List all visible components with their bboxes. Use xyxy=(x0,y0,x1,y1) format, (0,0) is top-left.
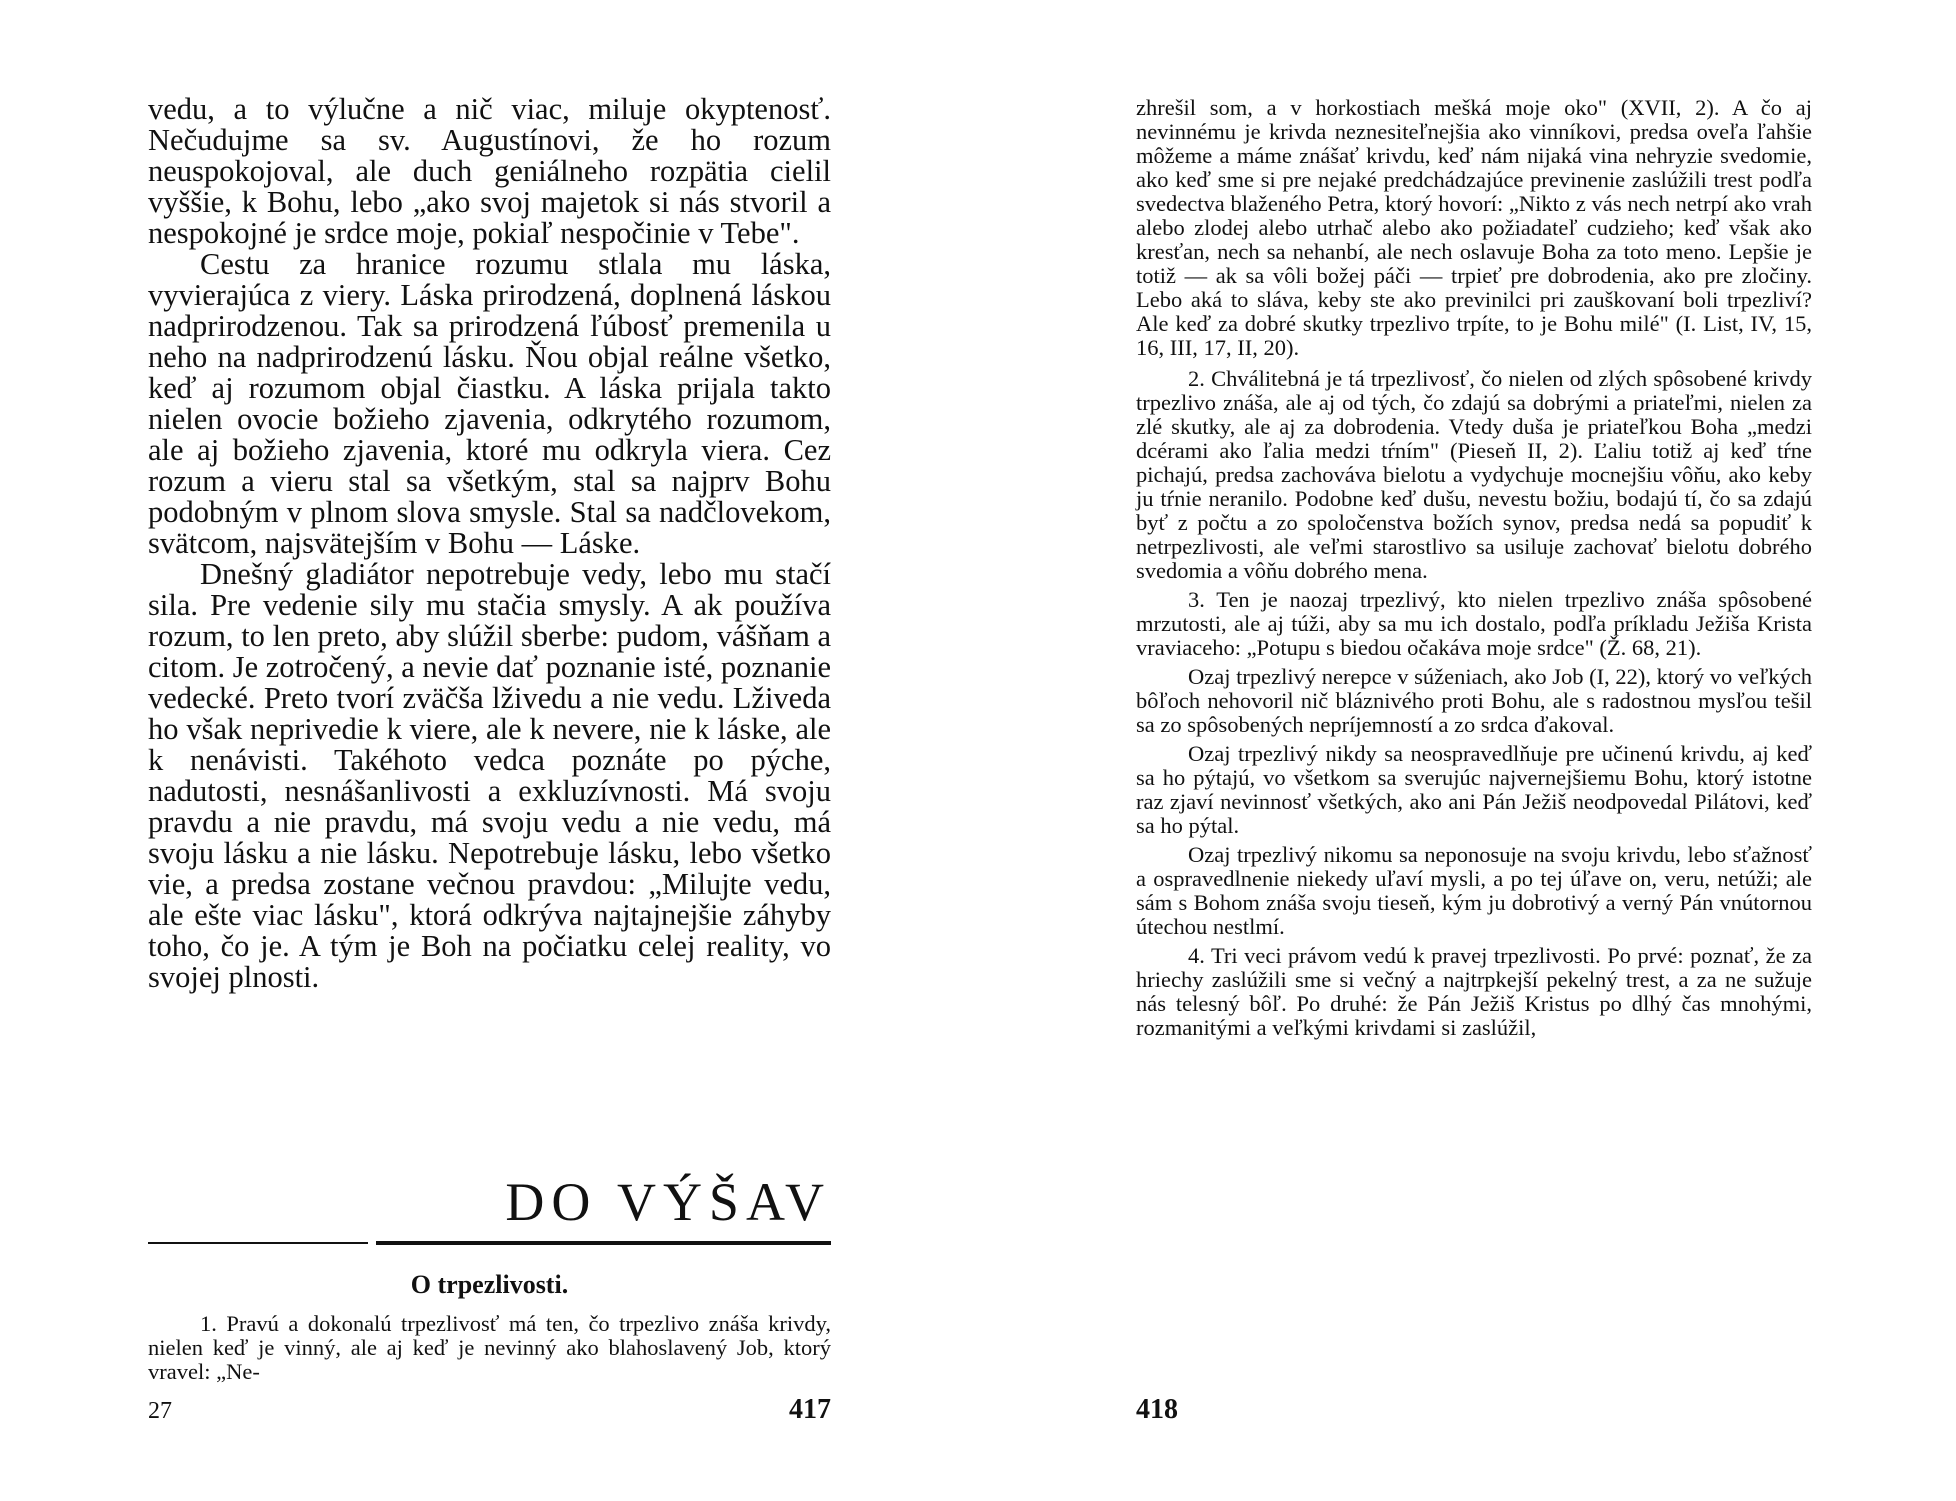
paragraph: 3. Ten je naozaj trpezlivý, kto nielen trpezlivo znáša spôsobené mrzutosti, ale aj túži, aby sa mu ich dostalo, podľa príkladu Ježiša Krista vraviaceho: „Potupu s biedou očakáva moje srdce" (Ž. 68, 21). xyxy=(1136,587,1812,660)
page-number-right: 418 xyxy=(1136,1394,1178,1425)
paragraph: 2. Chválitebná je tá trpezlivosť, čo nielen od zlých spôsobené krivdy trpezlivo znáša, ale aj od tých, čo zdajú sa dobrými a priateľmi, nielen za zlé skutky, ale aj za dobrodenia. Vtedy duša je priateľkou Boha „medzi dcérami ako ľalia medzi tŕním" (Pieseň II, 2). Ľaliu totiž aj keď tŕne pichajú, predsa zachováva bielotu a vydychuje mocnejšiu vôňu, ako keby ju tŕnie neranilo. Podobne keď dušu, nevestu božiu, bodajú tí, čo sa zdajú byť z počtu a zo spoločenstva božích synov, predsa nedá sa popudiť k netrpezlivosti, ale veľmi starostlivo sa usiluje zachovať bielotu dobrého svedomia a vôňu dobrého mena. xyxy=(1136,366,1812,583)
left-page xyxy=(148,0,831,1501)
subheading: O trpezlivosti. xyxy=(410,1270,569,1299)
paragraph: 1. Pravú a dokonalú trpezlivosť má ten, čo trpezlivo znáša krivdy, nielen keď je vinný, ale aj keď je nevinný ako blahoslavený Job, ktorý vravel: „Ne- xyxy=(148,1311,831,1384)
thick-rule xyxy=(376,1241,831,1245)
paragraph: vedu, a to výlučne a nič viac, miluje okyptenosť. Nečudujme sa sv. Augustínovi, že ho rozum neuspokojoval, ale duch geniálneho rozpätia cielil vyššie, k Bohu, lebo „ako svoj majetok si nás stvoril a nespokojné je srdce moje, pokiaľ nespočinie v Tebe". xyxy=(148,92,831,250)
right-body-text xyxy=(1136,96,1812,1045)
paragraph: zhrešil som, a v horkostiach mešká moje oko" (XVII, 2). A čo aj nevinnému je krivda neznesiteľnejšia ako vinníkovi, predsa oveľa ľahšie môžeme a máme znášať krivdu, keď nám nijaká vina nehryzie svedomie, ako keď sme si pre nejaké predchádzajúce previnenie zaslúžili trest podľa svedectva blaženého Petra, ktorý hovorí: „Nikto z vás nech netrpí ako vrah alebo zlodej alebo utrhač alebo ako požiadateľ cudzieho; keď však ako kresťan, nech sa nehanbí, ale nech oslavuje Boha za toto meno. Lepšie je totiž — ak sa vôli božej páči — trpieť pre dobrodenia, ako pre zločiny. Lebo aká to sláva, keby ste ako previnilci pri zauškovaní boli trpezliví? Ale keď za dobré skutky trpezlivo trpíte, to je Bohu milé" (I. List, IV, 15, 16, III, 17, II, 20). xyxy=(1136,95,1812,360)
thin-rule xyxy=(148,1242,368,1244)
paragraph: Dnešný gladiátor nepotrebuje vedy, lebo mu stačí sila. Pre vedenie sily mu stačia smysly. A ak používa rozum, to len preto, aby slúžil sberbe: pudom, vášňam a citom. Je zotročený, a nevie dať poznanie isté, poznanie vedecké. Preto tvorí zväčša lživedu a nie vedu. Lživeda ho však neprivedie k viere, ale k nevere, nie k láske, ale k nenávisti. Takéhoto vedca poznáte po pýche, nadutosti, nesnášanlivosti a exkluzívnosti. Má svoju pravdu a nie pravdu, má svoju vedu a nie vedu, má svoju lásku a nie lásku. Nepotrebuje lásku, lebo všetko vie, a predsa zostane večnou pravdou: „Milujte vedu, ale ešte viac lásku", ktorá odkrýva najtajnejšie záhyby toho, čo je. A tým je Boh na počiatku celej reality, vo svojej plnosti. xyxy=(148,557,831,994)
paragraph: Ozaj trpezlivý nikomu sa neponosuje na svoju krivdu, lebo sťažnosť a ospravedlnenie niekedy uľaví mysli, a po tej úľave on, veru, netúži; ale sám s Bohom znáša svoju tieseň, kým ju dobrotivý a verný Pán vnútornou útechou nestlmí. xyxy=(1136,842,1812,939)
section-heading-block xyxy=(148,1172,831,1384)
paragraph: Cestu za hranice rozumu stlala mu láska, vyvierajúca z viery. Láska prirodzená, doplnená láskou nadprirodzenou. Tak sa prirodzená ľúbosť premenila u neho na nadprirodzenú lásku. Ňou objal reálne všetko, keď aj rozumom objal čiastku. A láska prijala takto nielen ovocie božieho zjavenia, odkrytého rozumom, ale aj božieho zjavenia, ktoré mu odkryla viera. Cez rozum a vieru stal sa všetkým, stal sa najprv Bohu podobným v plnom slova smysle. Stal sa nadčlovekom, svätcom, najsvätejším v Bohu — Láske. xyxy=(148,247,831,560)
paragraph: 4. Tri veci právom vedú k pravej trpezlivosti. Po prvé: poznať, že za hriechy zaslúžili sme si večný a najtrpkejší pekelný trest, a za ne sužuje nás telesný bôľ. Po druhé: že Pán Ježiš Kristus po dlhý čas mnohými, rozmanitými a veľkými krivdami si zaslúžil, xyxy=(1136,943,1812,1040)
folio-left: 27 xyxy=(148,1398,172,1424)
left-body-text xyxy=(148,94,831,993)
heading-rule xyxy=(148,1236,831,1252)
page-number-left: 417 xyxy=(789,1394,831,1425)
paragraph: Ozaj trpezlivý nerepce v súženiach, ako Job (I, 22), ktorý vo veľkých bôľoch nehovoril nič bláznivého proti Bohu, ale s radostnou mysľou tešil sa zo spôsobených nepríjemností a zo srdca ďakoval. xyxy=(1136,664,1812,737)
right-page xyxy=(1136,0,1812,1501)
section-heading: DO VÝŠAV xyxy=(505,1172,831,1232)
paragraph: Ozaj trpezlivý nikdy sa neospravedlňuje pre učinenú krivdu, aj keď sa ho pýtajú, vo všetkom sa sverujúc najvernejšiemu Bohu, ktorý istotne raz zjaví nevinnosť všetkých, ako ani Pán Ježiš neodpovedal Pilátovi, keď sa ho pýtal. xyxy=(1136,741,1812,838)
